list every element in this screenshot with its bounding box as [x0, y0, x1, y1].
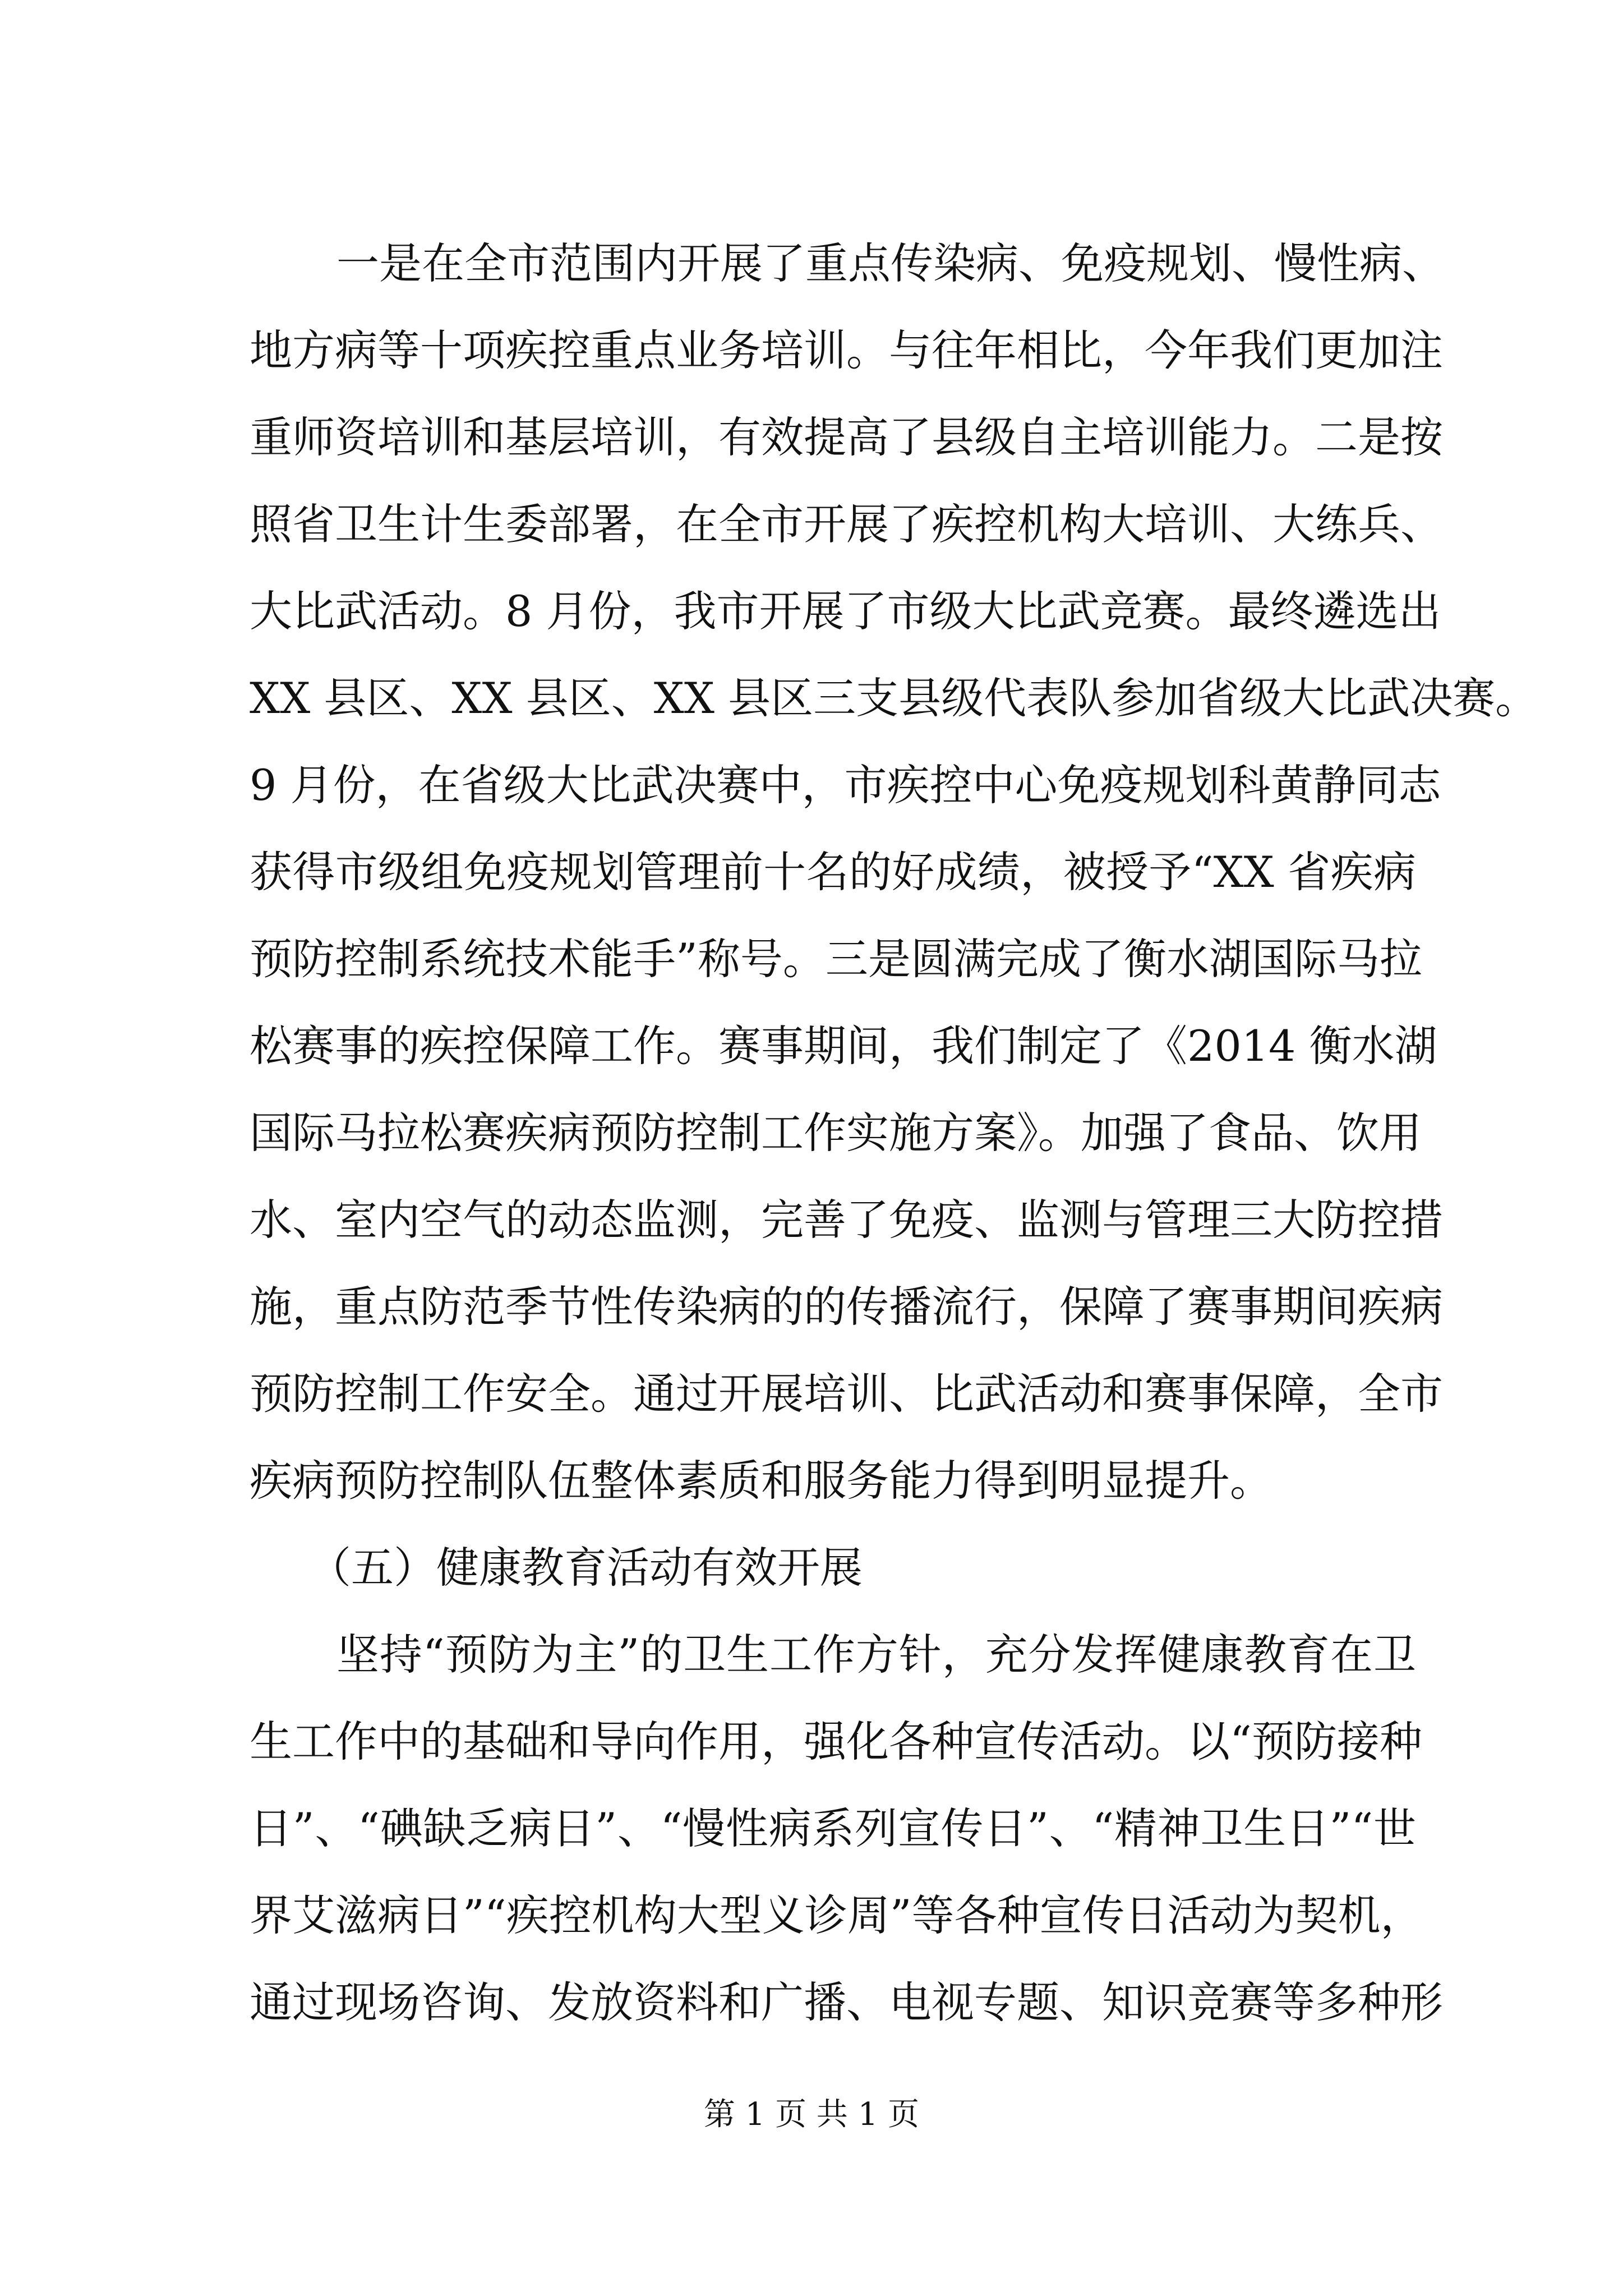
paragraph-1-line: 照省卫生计生委部署，在全市开展了疾控机构大培训、大练兵、: [250, 499, 1443, 549]
paragraph-1-line: 疾病预防控制队伍整体素质和服务能力得到明显提升。: [250, 1456, 1272, 1506]
paragraph-2-line: 界艾滋病日”“疾控机构大型义诊周”等各种宣传日活动为契机，: [250, 1890, 1423, 1940]
page-number-footer: 第 1 页 共 1 页: [703, 2096, 920, 2133]
paragraph-1-line: 获得市级组免疫规划管理前十名的好成绩，被授予“XX 省疾病: [250, 847, 1416, 897]
paragraph-1-line: 水、室内空气的动态监测，完善了免疫、监测与管理三大防控措: [250, 1195, 1443, 1245]
paragraph-1-line: 国际马拉松赛疾病预防控制工作实施方案》。加强了食品、饮用: [250, 1108, 1422, 1158]
paragraph-1-line: 预防控制系统技术能手”称号。三是圆满完成了衡水湖国际马拉: [250, 934, 1422, 984]
section-heading: （五）健康教育活动有效开展: [308, 1543, 863, 1593]
paragraph-2-line: 生工作中的基础和导向作用，强化各种宣传活动。以“预防接种: [250, 1717, 1422, 1766]
paragraph-2-line: 通过现场咨询、发放资料和广播、电视专题、知识竞赛等多种形: [250, 1977, 1443, 2027]
paragraph-1-line: 重师资培训和基层培训，有效提高了县级自主培训能力。二是按: [250, 412, 1443, 462]
paragraph-1-line: 松赛事的疾控保障工作。赛事期间，我们制定了《2014 衡水湖: [250, 1021, 1437, 1071]
paragraph-1-line: XX 县区、XX 县区、XX 县区三支县级代表队参加省级大比武决赛。: [250, 673, 1538, 723]
paragraph-1-line: 地方病等十项疾控重点业务培训。与往年相比，今年我们更加注: [250, 325, 1443, 375]
paragraph-1-line: 预防控制工作安全。通过开展培训、比武活动和赛事保障，全市: [250, 1369, 1443, 1419]
paragraph-1-line: 一是在全市范围内开展了重点传染病、免疫规划、慢性病、: [336, 238, 1445, 288]
paragraph-2-line: 坚持“预防为主”的卫生工作方针，充分发挥健康教育在卫: [336, 1630, 1416, 1680]
paragraph-1-line: 施，重点防范季节性传染病的的传播流行，保障了赛事期间疾病: [250, 1282, 1443, 1332]
paragraph-1-line: 大比武活动。8 月份，我市开展了市级大比武竞赛。最终遴选出: [250, 586, 1441, 636]
paragraph-1-line: 9 月份，在省级大比武决赛中，市疾控中心免疫规划科黄静同志: [250, 760, 1441, 810]
paragraph-2-line: 日”、“碘缺乏病日”、“慢性病系列宣传日”、“精神卫生日”“世: [250, 1803, 1416, 1853]
